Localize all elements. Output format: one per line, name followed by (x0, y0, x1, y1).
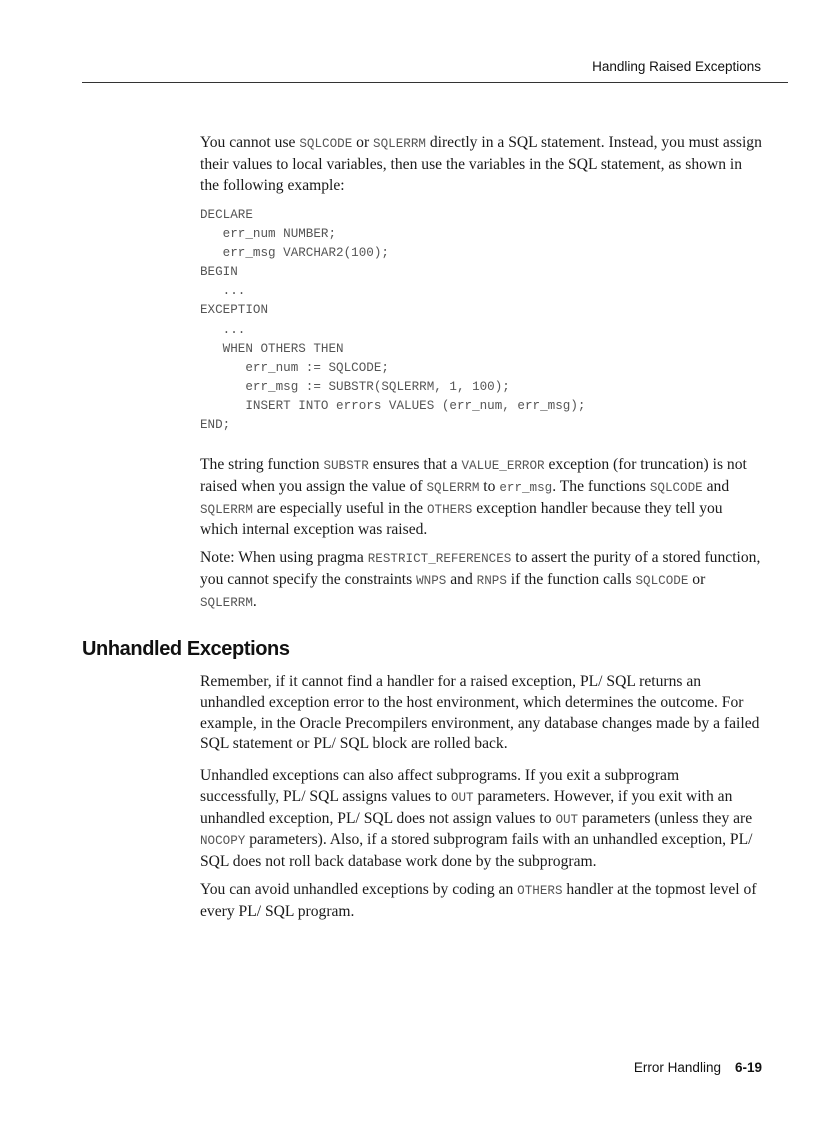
unhandled-paragraph-1 (200, 672, 762, 755)
text: to assert the purity of a stored function, you cannot specify the constraints (200, 549, 761, 588)
page-number: 6-19 (734, 1060, 762, 1075)
text: and (446, 570, 477, 588)
code-value-error: VALUE_ERROR (461, 459, 545, 473)
code-sqlerrm: SQLERRM (426, 480, 480, 495)
code-out: OUT (450, 790, 474, 805)
text: if the function calls (506, 570, 636, 588)
text: . The functions (552, 477, 650, 495)
text: or (352, 134, 374, 151)
code-sqlcode: SQLCODE (649, 480, 703, 495)
text: exception handler because they tell you which internal exception was raised. (200, 499, 723, 539)
code-others: OTHERS (426, 502, 473, 517)
section-heading: Unhandled Exceptions (82, 638, 290, 660)
code-sqlerrm: SQLERRM (373, 137, 426, 151)
text: Note: When using pragma (200, 549, 368, 566)
text: to (479, 477, 500, 495)
code-substr: SUBSTR (323, 459, 369, 473)
text: . (252, 592, 257, 610)
text: parameters. However, if you exit with an unhandled exception, PL/ SQL does not assign values to (200, 787, 733, 827)
code-others: OTHERS (517, 884, 563, 898)
paragraph-text: Remember, if it cannot find a handler for a raised exception, PL/ SQL returns an unhandled exception error to the host environment, which determines the outcome. For example, in the Oracle Precompilers environment, any database changes made by a failed SQL statement or PL/ SQL block are rolled back. (200, 673, 760, 753)
text: parameters). Also, if a stored subprogram fails with an unhandled exception, PL/ SQL does not roll back database work done by the subprogram. (200, 831, 753, 871)
code-block: DECLARE err_num NUMBER; err_msg VARCHAR2(100); BEGIN ... EXCEPTION ... WHEN OTHERS THEN err_num := SQLCODE; err_msg := SUBSTR(SQLERRM, 1, 100); INSERT INTO errors VALUES (err_num, err_msg); END; (200, 208, 586, 433)
text: exception (for truncation) is not raised when you assign the value of (200, 456, 747, 495)
unhandled-paragraph-3 (200, 880, 762, 923)
code-nocopy: NOCOPY (200, 834, 246, 849)
text: directly in a SQL statement. Instead, you must assign their values to local variables, then use the variables in the SQL statement, as shown in the following example: (200, 134, 762, 194)
text: Unhandled exceptions can also affect subprograms. If you exit a subprogram successfully, PL/ SQL assigns values to (200, 767, 680, 805)
code-rnps: RNPS (476, 573, 507, 588)
code-example (200, 206, 762, 435)
page-footer (634, 1060, 762, 1075)
text: The string function (200, 456, 324, 473)
code-wnps: WNPS (416, 573, 447, 588)
unhandled-paragraph-2 (200, 766, 762, 873)
code-restrict-references: RESTRICT_REFERENCES (367, 552, 512, 566)
text: are especially useful in the (252, 499, 427, 517)
text: You can avoid unhandled exceptions by coding an (200, 881, 518, 898)
text: and (702, 477, 730, 495)
substr-paragraph (200, 455, 762, 541)
text: handler at the topmost level of every PL/ SQL program. (200, 881, 757, 920)
code-sqlerrm: SQLERRM (200, 595, 253, 610)
note-paragraph (200, 548, 762, 613)
text: ensures that a (368, 456, 462, 473)
footer-chapter: Error Handling (633, 1060, 721, 1075)
text: or (688, 570, 706, 588)
text: parameters (unless they are (578, 809, 753, 827)
code-err-msg: err_msg (499, 480, 553, 495)
running-header-title: Handling Raised Exceptions (592, 59, 761, 74)
code-sqlcode: SQLCODE (299, 137, 353, 151)
code-out: OUT (555, 812, 579, 827)
code-sqlcode: SQLCODE (635, 573, 689, 588)
header-rule (82, 82, 788, 83)
code-sqlerrm: SQLERRM (200, 502, 253, 517)
text: You cannot use (200, 134, 300, 151)
intro-paragraph (200, 133, 762, 196)
